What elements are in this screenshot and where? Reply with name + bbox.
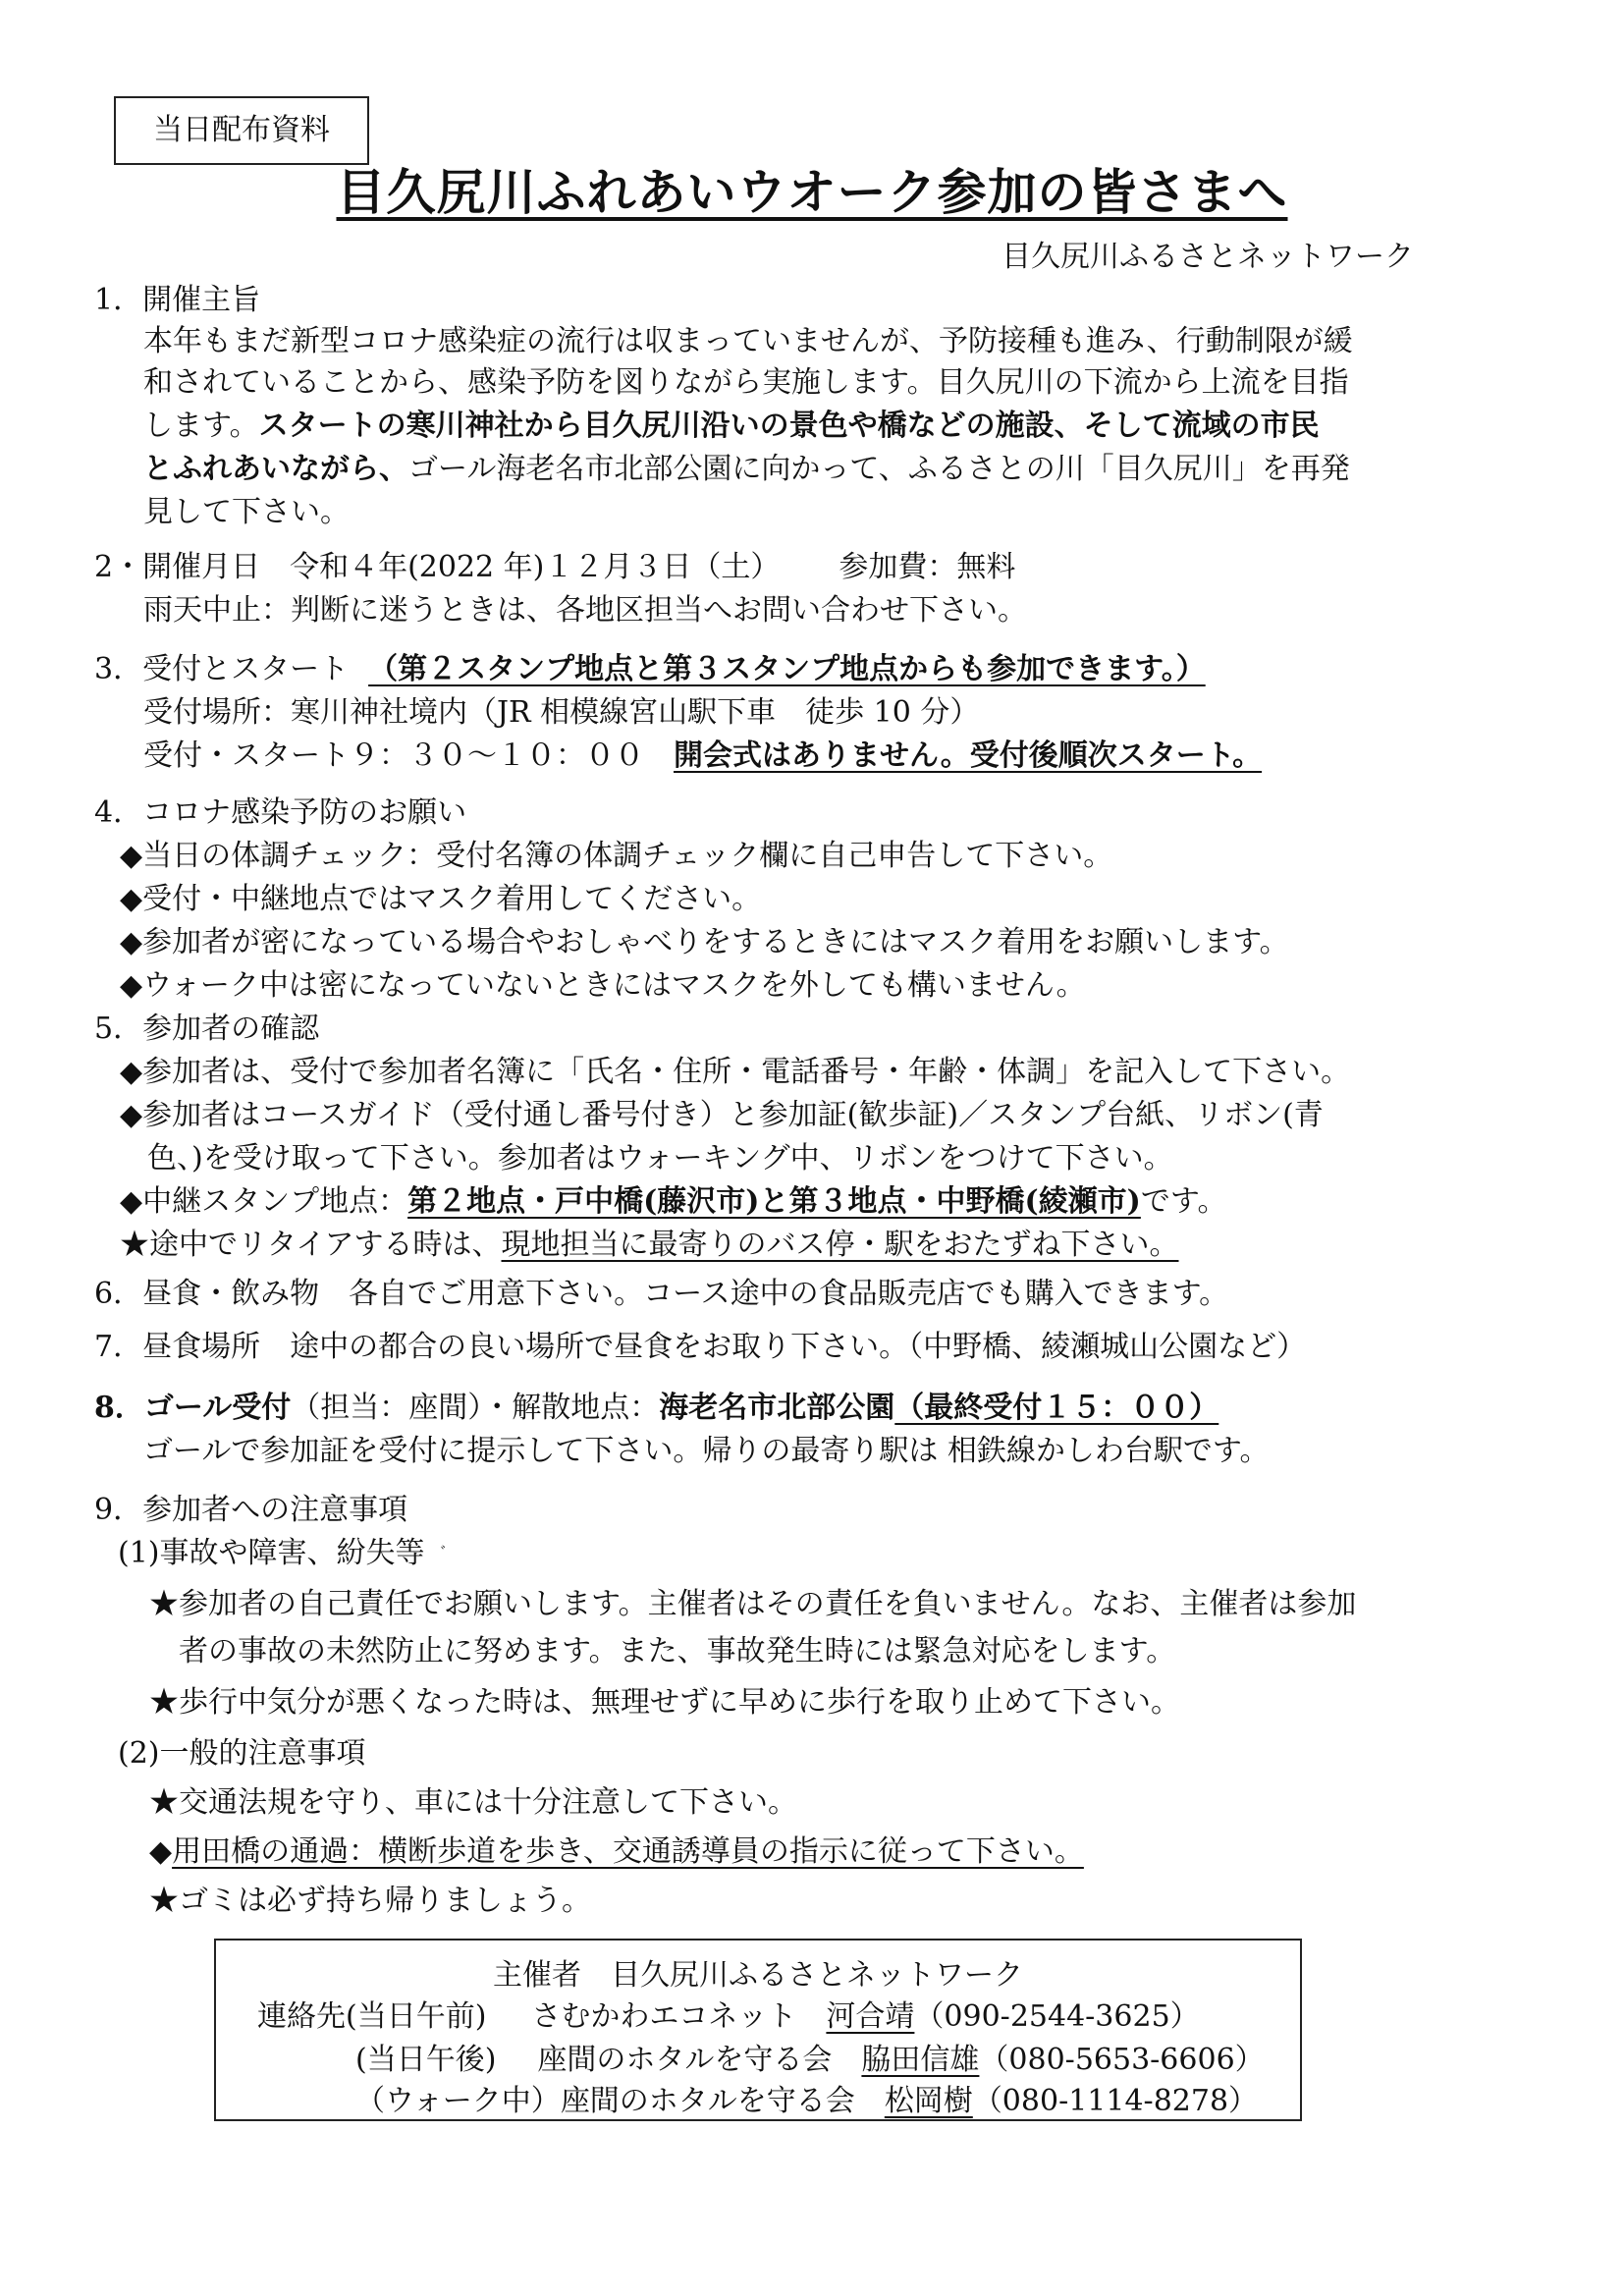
section-9-heading: 9．参加者への注意事項 (94, 1493, 408, 1527)
section-1-line-4: とふれあいながら、ゴール海老名市北部公園に向かって、ふるさとの川「目久尻川」を再発 (143, 452, 1350, 486)
section-3-place: 受付場所：寒川神社境内（JR 相模線宮山駅下車 徒歩 10 分） (143, 695, 980, 730)
section-5-item-4: ★途中でリタイアする時は、現地担当に最寄りのバス停・駅をおたずね下さい。 (120, 1228, 1179, 1262)
section-1-emphasis: スタートの寒川神社から目久尻川沿いの景色や橋などの施設、そして流域の市民 (258, 409, 1320, 443)
section-4-item-3: ◆参加者が密になっている場合やおしゃべりをするときにはマスク着用をお願いします。 (120, 925, 1289, 959)
section-1-line-3: します。スタートの寒川神社から目久尻川沿いの景色や橋などの施設、そして流域の市民 (143, 409, 1320, 443)
organizer-name: 目久尻川ふるさとネットワーク (1001, 240, 1414, 274)
section-5-item-1: ◆参加者は、受付で参加者名簿に「氏名・住所・電話番号・年齢・体調」を記入して下さい。 (120, 1055, 1351, 1089)
section-4-heading: 4．コロナ感染予防のお願い (94, 795, 467, 830)
section-9-item-3: ★交通法規を守り、車には十分注意して下さい。 (149, 1785, 797, 1820)
fee: 参加費：無料 (839, 550, 1016, 584)
section-9-item-2: ★歩行中気分が悪くなった時は、無理せずに早めに歩行を取り止めて下さい。 (149, 1685, 1180, 1720)
section-3-heading: 3．受付とスタート （第２スタンプ地点と第３スタンプ地点からも参加できます。） (94, 652, 1206, 686)
contact-name-1: 河合靖 (826, 1999, 915, 2034)
contact-name-2: 脇田信雄 (861, 2043, 980, 2077)
contact-name-3: 松岡樹 (884, 2084, 973, 2118)
section-6: 6．昼食・飲み物 各自でご用意下さい。コース途中の食品販売店でも購入できます。 (94, 1277, 1229, 1311)
contact-row-3: （ウォーク中）座間のホタルを守る会 松岡樹（080-1114-8278） (355, 2084, 1259, 2118)
yoda-bridge-note: 用田橋の通過：横断歩道を歩き、交通誘導員の指示に従って下さい。 (172, 1834, 1084, 1869)
contact-row-1: 連絡先(当日午前) さむかわエコネット 河合靖（090-2544-3625） (257, 1999, 1200, 2034)
section-2-rain: 雨天中止：判断に迷うときは、各地区担当へお問い合わせ下さい。 (143, 593, 1027, 628)
section-1-line-2: 和されていることから、感染予防を図りながら実施します。目久尻川の下流から上流を目指 (143, 365, 1349, 400)
retire-note: 現地担当に最寄りのバス停・駅をおたずね下さい。 (501, 1228, 1179, 1262)
section-1-heading: 1．開催主旨 (94, 283, 261, 317)
section-9-item-4: ◆用田橋の通過：横断歩道を歩き、交通誘導員の指示に従って下さい。 (149, 1834, 1084, 1869)
handout-badge: 当日配布資料 (114, 96, 369, 165)
section-3-note: （第２スタンプ地点と第３スタンプ地点からも参加できます。） (368, 652, 1206, 686)
section-9-item-5: ★ゴミは必ず持ち帰りましょう。 (149, 1884, 591, 1918)
contact-host: 主催者 目久尻川ふるさとネットワーク (493, 1958, 1023, 1993)
section-5-heading: 5．参加者の確認 (94, 1011, 320, 1046)
section-9-sub-2: (2)一般的注意事項 (118, 1736, 366, 1771)
final-reception: （最終受付１５：００） (894, 1391, 1219, 1425)
section-9-item-1-cont: 者の事故の未然防止に努めます。また、事故発生時には緊急対応をします。 (179, 1634, 1176, 1668)
section-9-sub-1: (1)事故や障害、紛失等 $^ﾞ$ (118, 1536, 449, 1570)
section-8-line-1: 8．ゴール受付（担当：座間）・解散地点：海老名市北部公園（最終受付１５：００） (94, 1391, 1219, 1425)
section-5-item-3: ◆中継スタンプ地点：第２地点・戸中橋(藤沢市)と第３地点・中野橋(綾瀬市)です。 (120, 1184, 1227, 1219)
section-4-item-2: ◆受付・中継地点ではマスク着用してください。 (120, 882, 762, 916)
section-8-line-2: ゴールで参加証を受付に提示して下さい。帰りの最寄り駅は 相鉄線かしわ台駅です。 (143, 1434, 1270, 1468)
page-title (0, 161, 1624, 224)
section-7: 7．昼食場所 途中の都合の良い場所で昼食をお取り下さい。（中野橋、綾瀬城山公園など） (94, 1330, 1307, 1364)
section-3-no-ceremony: 開会式はありません。受付後順次スタート。 (674, 738, 1263, 773)
contact-box (214, 1939, 1302, 2121)
section-5-item-2-cont: 色、)を受け取って下さい。参加者はウォーキング中、リボンをつけて下さい。 (147, 1141, 1173, 1175)
contact-row-2: (当日午後) 座間のホタルを守る会 脇田信雄（080-5653-6606） (355, 2043, 1265, 2077)
section-9-item-1: ★参加者の自己責任でお願いします。主催者はその責任を負いません。なお、主催者は参加 (149, 1587, 1357, 1621)
section-1-line-5: 見して下さい。 (143, 495, 350, 529)
page-title-text: 目久尻川ふれあいウオーク参加の皆さまへ (336, 164, 1288, 221)
section-3-time: 受付・スタート９：３０～１０：００ 開会式はありません。受付後順次スタート。 (143, 738, 1263, 773)
section-1-line-1: 本年もまだ新型コロナ感染症の流行は収まっていませんが、予防接種も進み、行動制限が緩 (143, 324, 1353, 358)
section-5-item-2: ◆参加者はコースガイド（受付通し番号付き）と参加証(歓歩証)／スタンプ台紙、リボン(青 (120, 1098, 1324, 1132)
relay-stamp-points: 第２地点・戸中橋(藤沢市)と第３地点・中野橋(綾瀬市) (407, 1184, 1141, 1219)
goal-park: 海老名市北部公園 (659, 1391, 895, 1425)
section-4-item-4: ◆ウォーク中は密になっていないときにはマスクを外しても構いません。 (120, 968, 1086, 1003)
section-2-date: 2・開催月日 令和４年(2022 年)１２月３日（土） 参加費：無料 (94, 550, 1016, 584)
section-4-item-1: ◆当日の体調チェック：受付名簿の体調チェック欄に自己申告して下さい。 (120, 839, 1113, 873)
